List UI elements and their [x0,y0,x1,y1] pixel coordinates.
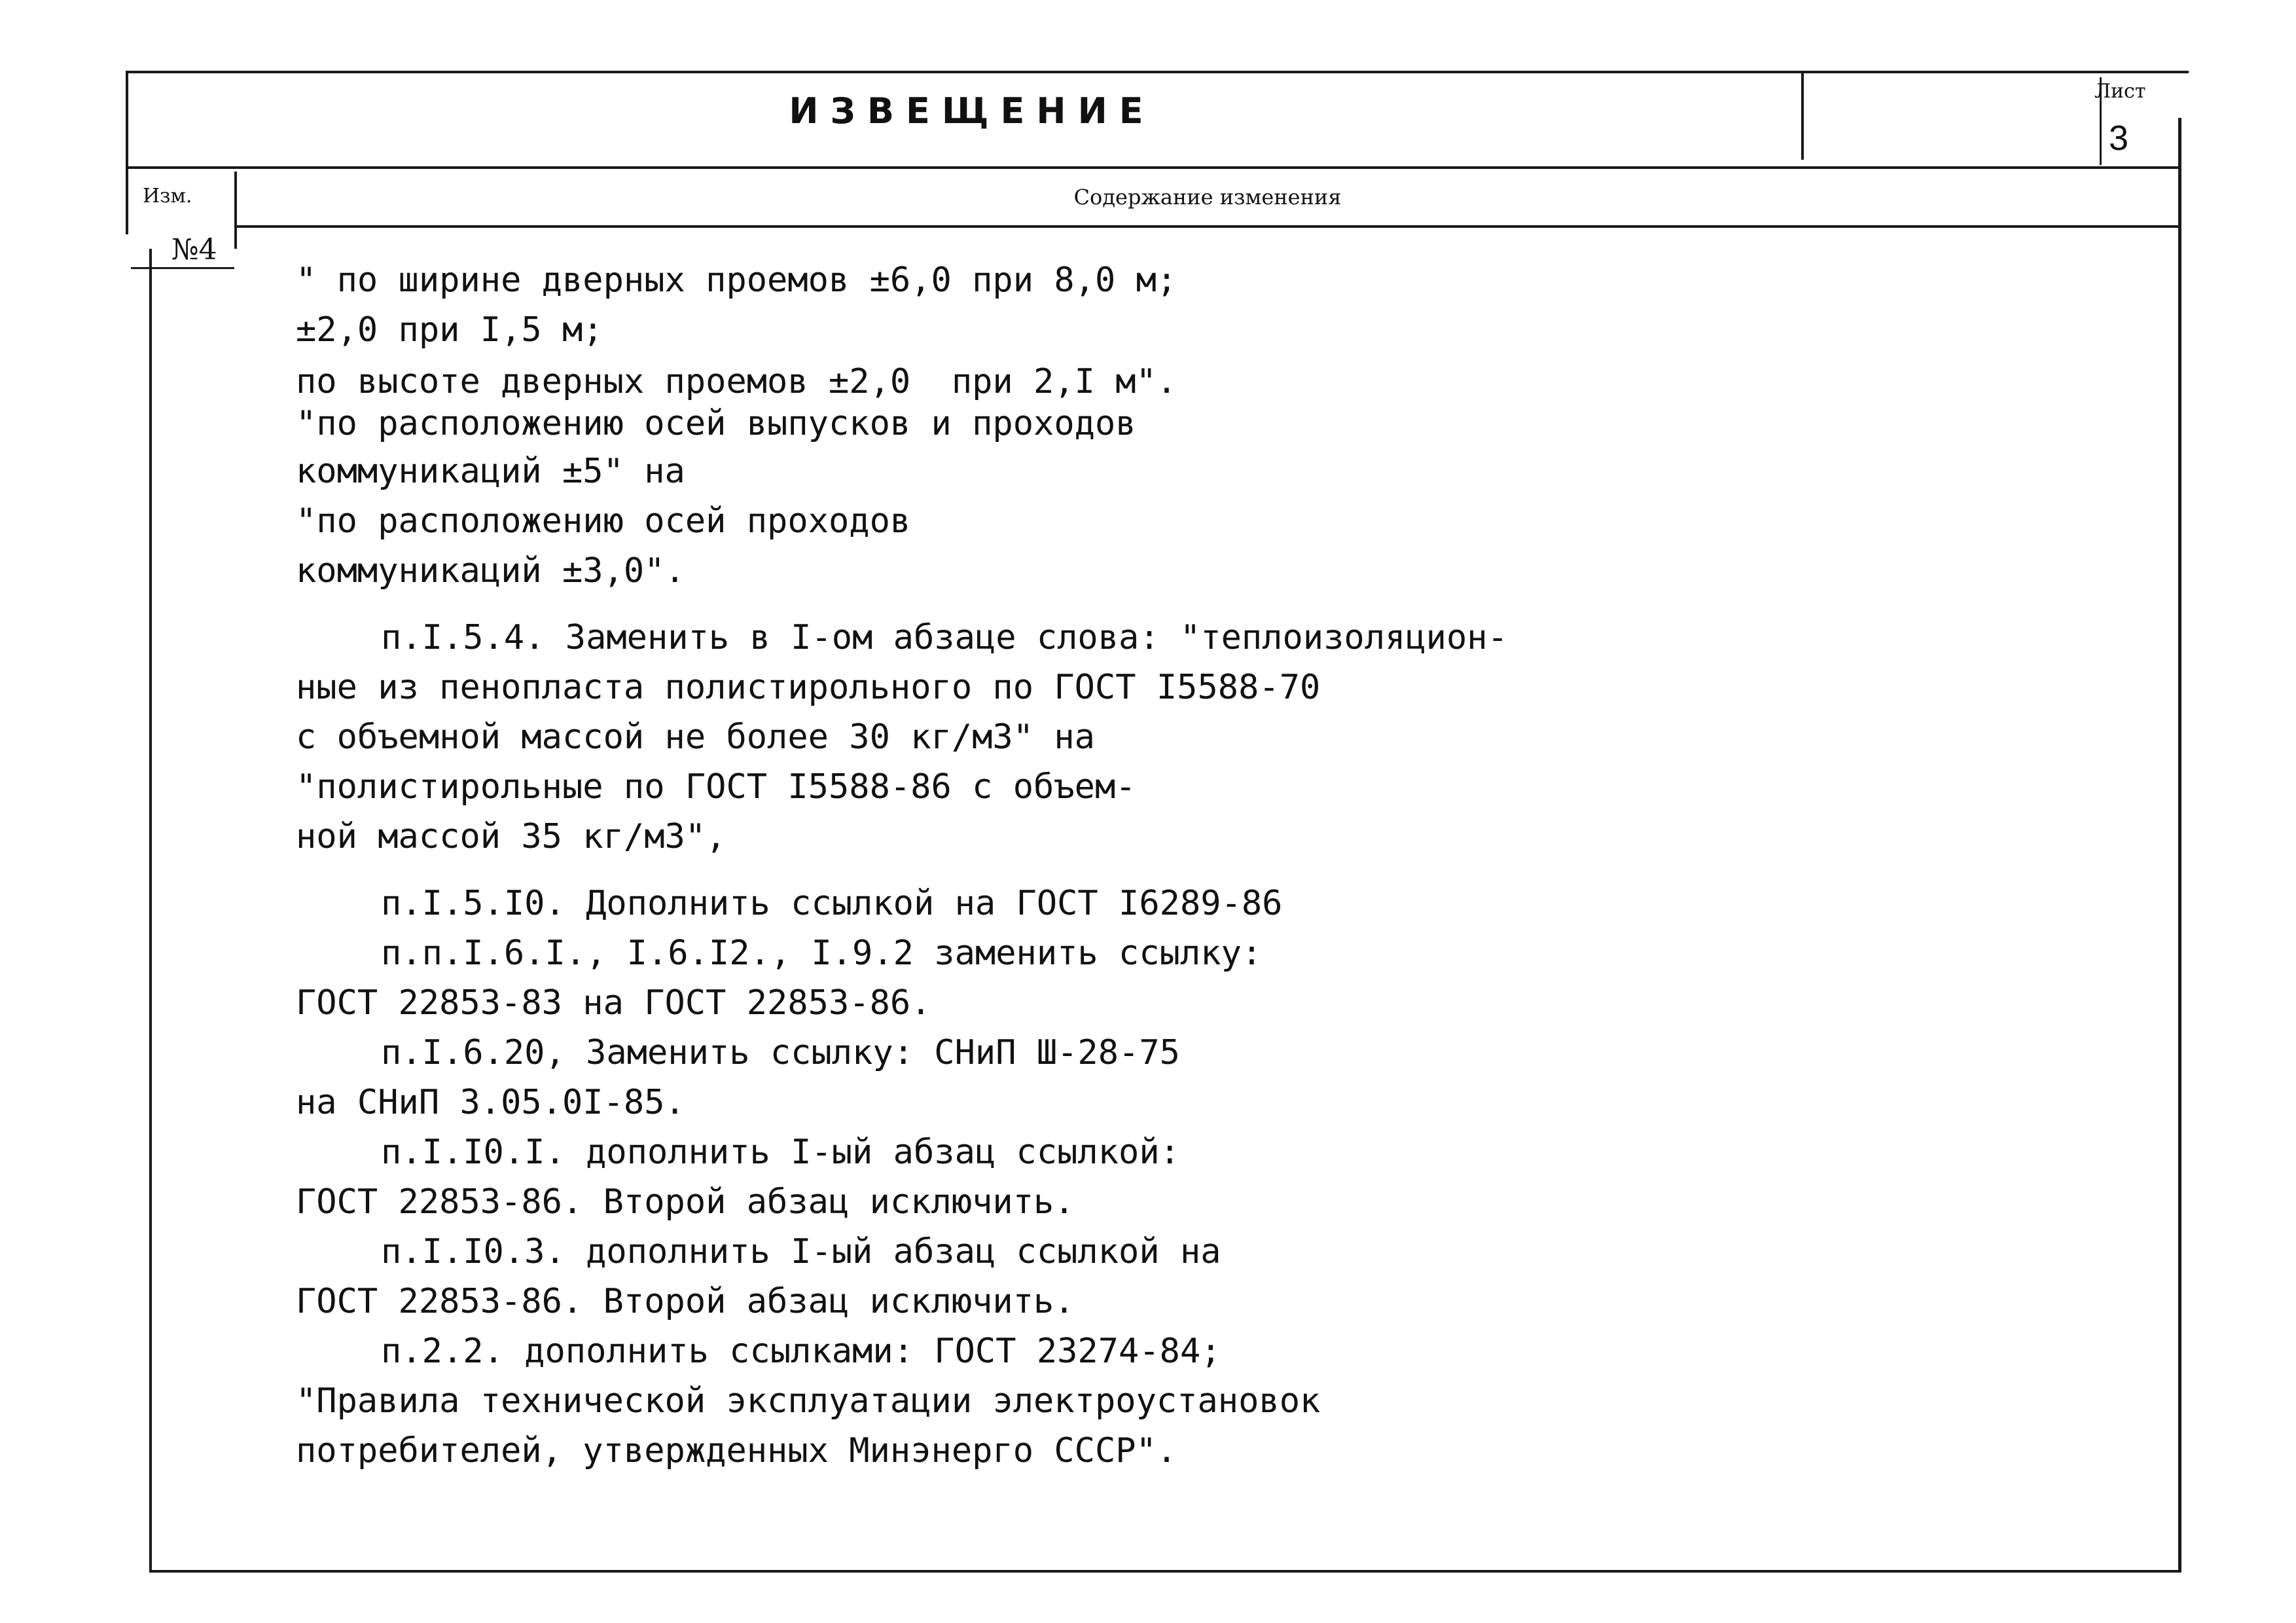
content-line: коммуникаций ±5" на [296,452,685,491]
content-line: "полистирольные по ГОСТ I5588-86 с объем- [296,767,1136,807]
content-line: потребителей, утвержденных Минэнерго СССР". [296,1431,1177,1470]
content-line: коммуникаций ±3,0". [296,551,685,591]
content-line: ±2,0 при I,5 м; [296,310,603,350]
sheet-label: Лист [2094,80,2146,103]
content-line: "по расположению осей выпусков и проходов [296,404,1136,443]
content-line: по высоте дверных проемов ±2,0 при 2,I м". [296,362,1177,401]
header-divider [1801,73,1804,160]
header-bottom-line [126,166,2181,169]
content-line: п.п.I.6.I., I.6.I2., I.9.2 заменить ссылку: [381,934,1263,973]
content-line: п.2.2. дополнить ссылками: ГОСТ 23274-84; [381,1332,1221,1371]
frame-top-border [126,71,2189,73]
document-title: ИЗВЕЩЕНИЕ [789,90,1155,132]
column-header-bottom-line [234,225,2181,228]
content-line: п.I.I0.3. дополнить I-ый абзац ссылкой на [381,1232,1221,1271]
content-line: п.I.6.20, Заменить ссылку: СНиП Ш-28-75 [381,1033,1180,1072]
content-line: ГОСТ 22853-86. Второй абзац исключить. [296,1182,1075,1222]
content-line: п.I.I0.I. дополнить I-ый абзац ссылкой: [381,1133,1180,1172]
frame-left-border-upper [126,71,128,234]
content-column-header: Содержание изменения [1073,185,1342,210]
content-line: ГОСТ 22853-86. Второй абзац исключить. [296,1282,1075,1321]
content-line: "по расположению осей проходов [296,501,911,541]
content-line: ной массой 35 кг/м3", [296,817,726,856]
content-line: ГОСТ 22853-83 на ГОСТ 22853-86. [296,983,931,1023]
revision-number: №4 [171,233,217,266]
content-line: "Правила технической эксплуатации электроустановок [296,1381,1321,1421]
change-content [296,255,2194,1476]
content-line: п.I.5.4. Заменить в I-ом абзаце слова: "теплоизоляцион- [381,618,1508,657]
content-line: ные из пенопласта полистирольного по ГОСТ I5588-70 [296,668,1321,707]
content-line: с объемной массой не более 30 кг/м3" на [296,718,1095,757]
sheet-number: 3 [2109,119,2129,158]
content-line: " по ширине дверных проемов ±6,0 при 8,0 м; [296,261,1177,300]
frame-bottom-border [149,1570,2181,1573]
content-line: на СНиП 3.05.0I-85. [296,1083,685,1122]
izm-column-header: Изм. [143,185,192,208]
content-line: п.I.5.I0. Дополнить ссылкой на ГОСТ I6289-86 [381,884,1283,923]
izm-column-divider [234,172,237,249]
izm-cell-bottom-line [131,267,234,269]
frame-left-border-lower [149,249,152,1571]
